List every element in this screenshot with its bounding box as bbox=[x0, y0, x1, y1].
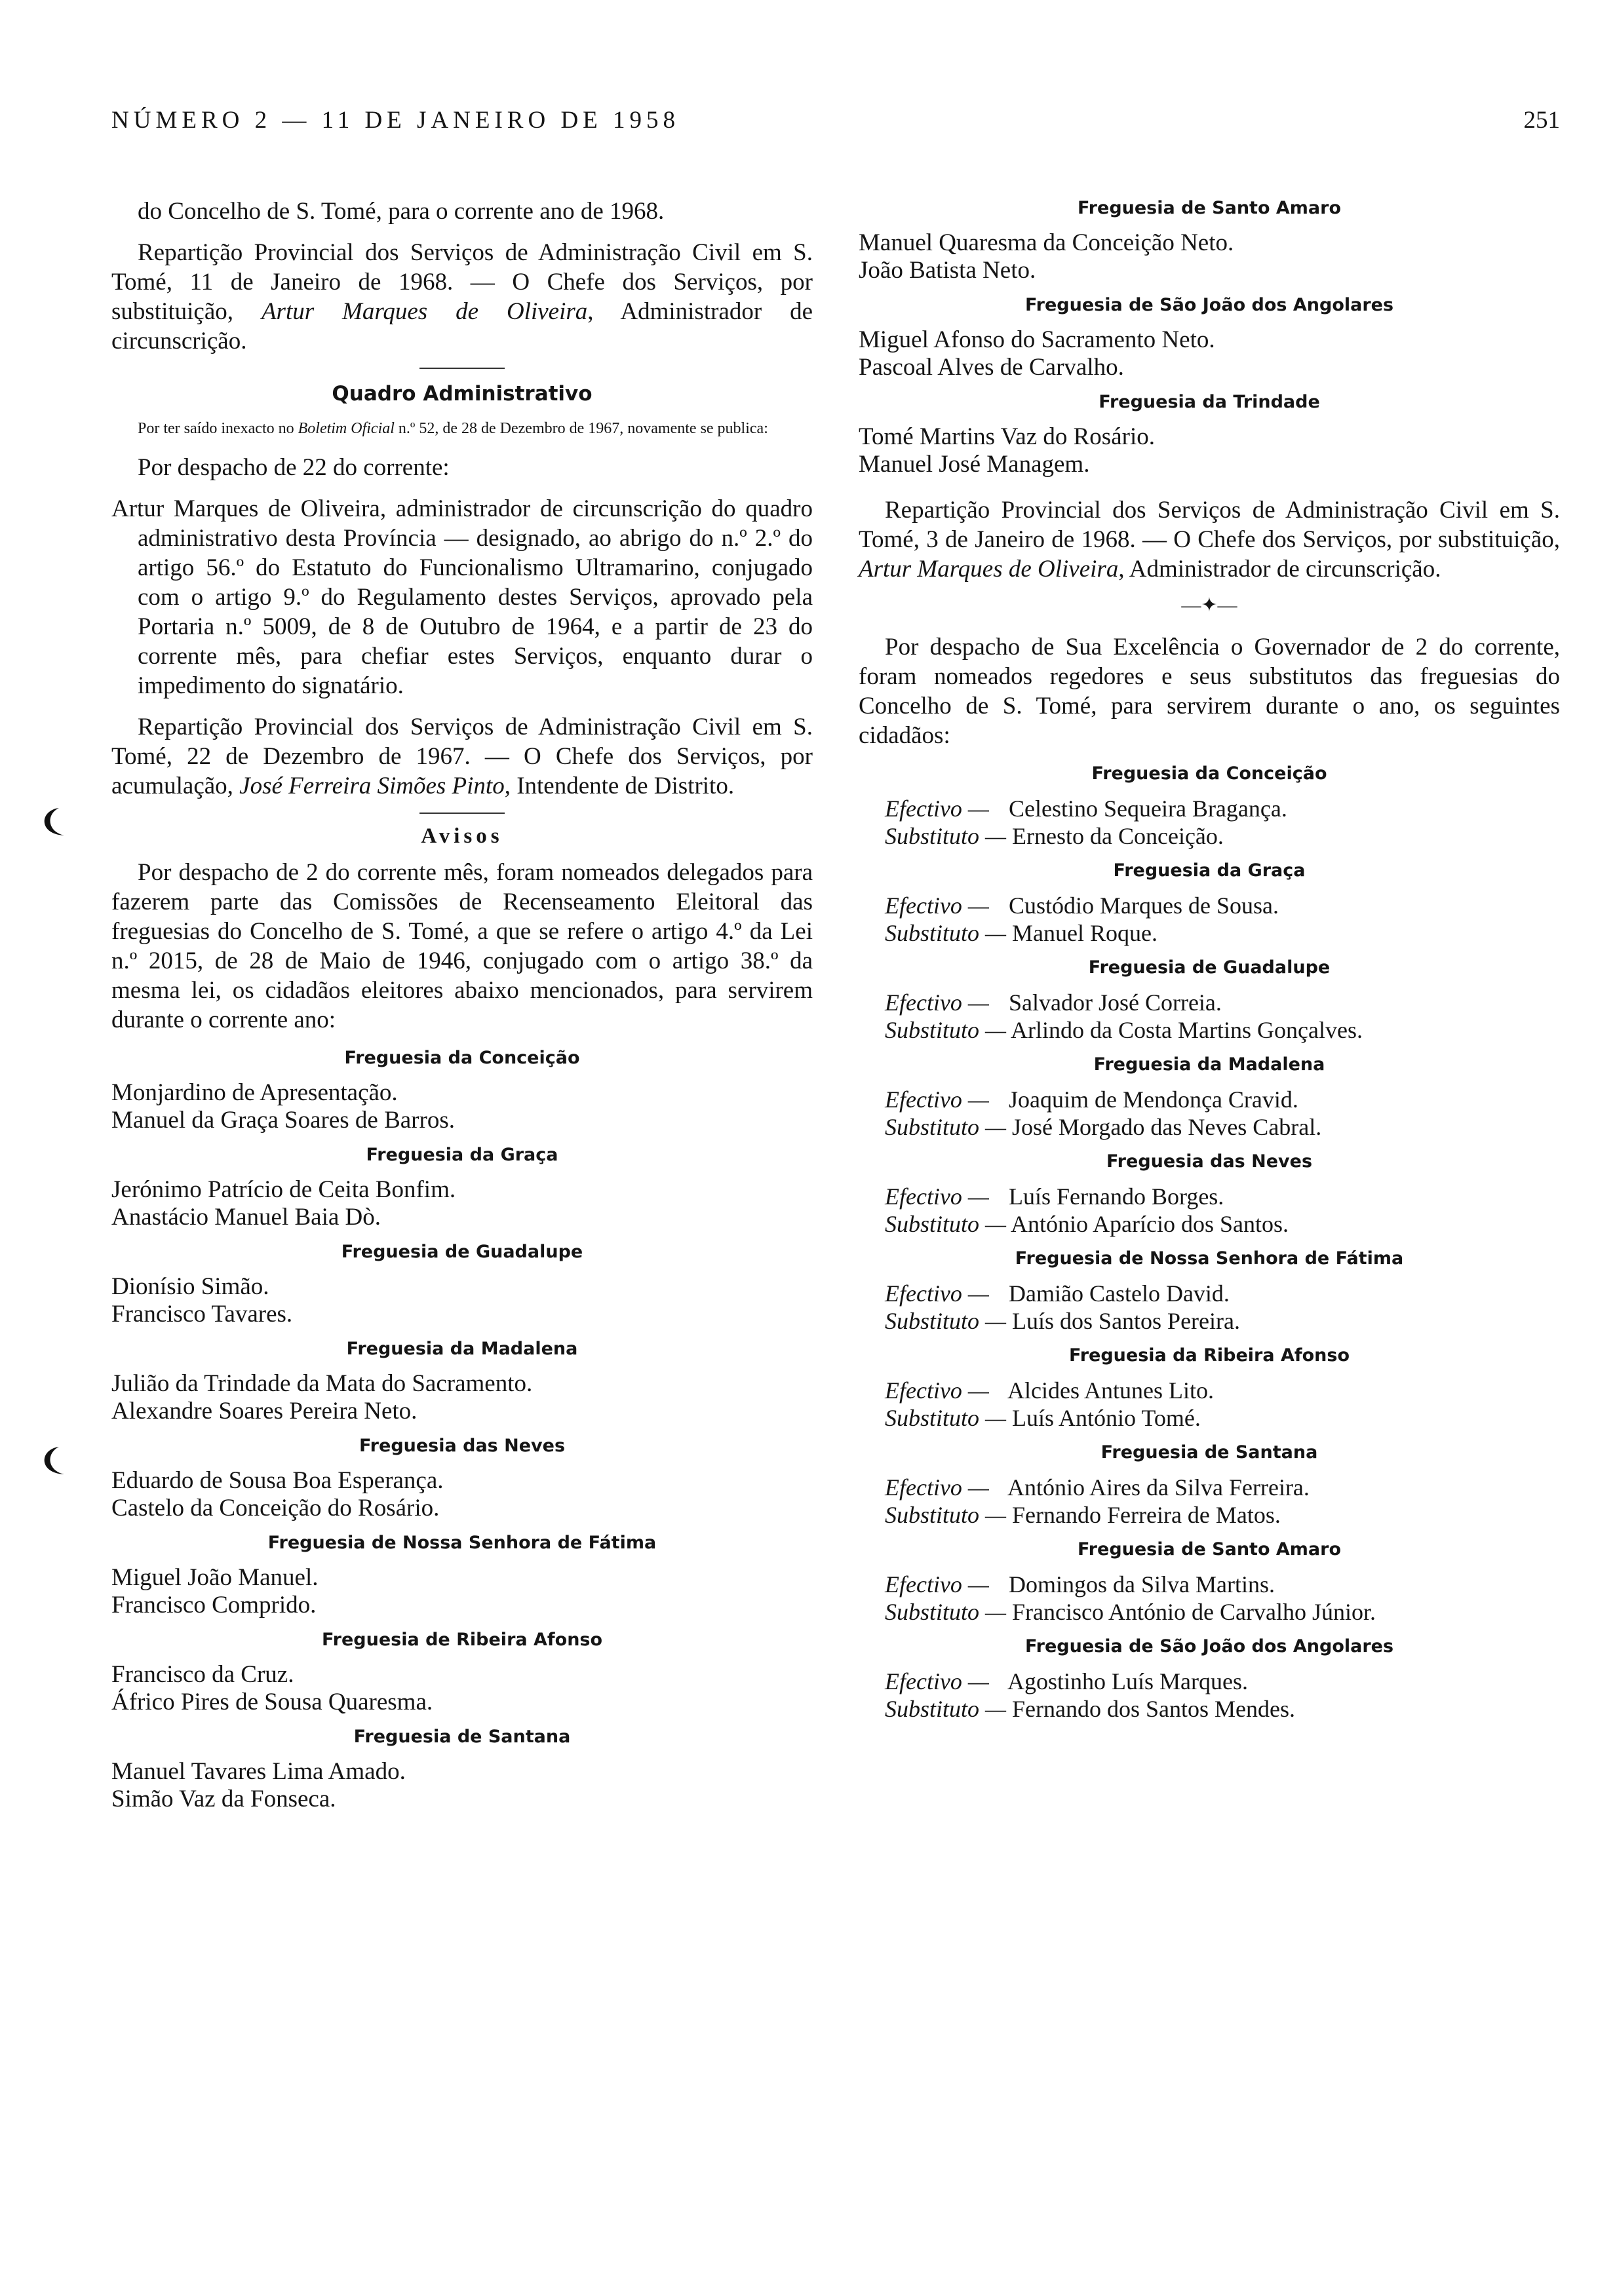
role-list bbox=[859, 1183, 1560, 1238]
name-list bbox=[111, 1564, 813, 1619]
name-list bbox=[859, 423, 1560, 478]
left-column bbox=[111, 197, 813, 1822]
list-item: Manuel Quaresma da Conceição Neto. bbox=[859, 229, 1234, 256]
group-title: Freguesia de São João dos Angolares bbox=[1024, 295, 1394, 315]
list-item: Julião da Trindade da Mata do Sacramento. bbox=[111, 1370, 533, 1397]
list-item: Substituto — Francisco António de Carvalho Júnior. bbox=[885, 1599, 1376, 1625]
list-item: Castelo da Conceição do Rosário. bbox=[111, 1495, 440, 1521]
role-list bbox=[859, 892, 1560, 947]
list-item: Alexandre Soares Pereira Neto. bbox=[111, 1398, 418, 1425]
divider bbox=[419, 368, 505, 369]
section-title: Quadro Administrativo bbox=[332, 382, 593, 406]
binder-mark-icon bbox=[33, 803, 72, 842]
list-item: Substituto — António Aparício dos Santos. bbox=[885, 1211, 1289, 1237]
paragraph: do Concelho de S. Tomé, para o corrente ano de 1968. bbox=[138, 198, 665, 225]
right-column bbox=[859, 197, 1560, 1732]
name-list bbox=[859, 229, 1560, 284]
list-item: Substituto — Fernando Ferreira de Matos. bbox=[885, 1502, 1281, 1528]
group-title: Freguesia de Ribeira Afonso bbox=[321, 1630, 603, 1650]
section-title: Avisos bbox=[421, 824, 503, 848]
list-item: Tomé Martins Vaz do Rosário. bbox=[859, 423, 1155, 450]
binder-mark-icon bbox=[33, 1442, 72, 1481]
role-list bbox=[859, 1571, 1560, 1626]
list-item: Miguel João Manuel. bbox=[111, 1564, 319, 1591]
list-item: Substituto — Luís dos Santos Pereira. bbox=[885, 1308, 1240, 1334]
list-item: Jerónimo Patrício de Ceita Bonfim. bbox=[111, 1176, 456, 1203]
list-item: Manuel Tavares Lima Amado. bbox=[111, 1758, 406, 1785]
name-list bbox=[111, 1079, 813, 1134]
group-title: Freguesia das Neves bbox=[359, 1436, 566, 1456]
name-list bbox=[111, 1273, 813, 1328]
list-item: Efectivo — Celestino Sequeira Bragança. bbox=[885, 795, 1287, 822]
list-item: Monjardino de Apresentação. bbox=[111, 1079, 398, 1106]
list-item: Substituto — Manuel Roque. bbox=[885, 920, 1158, 946]
signature-paragraph: Repartição Provincial dos Serviços de Administração Civil em S. Tomé, 11 de Janeiro de 1968. — O Chefe dos Serviços, por substituição, Artur Marques de Oliveira, Administrador de circunscrição. bbox=[111, 239, 813, 354]
group-title: Freguesia da Madalena bbox=[1093, 1054, 1325, 1075]
signature-paragraph: Repartição Provincial dos Serviços de Administração Civil em S. Tomé, 22 de Dezembro de 1967. — O Chefe dos Serviços, por acumulação, José Ferreira Simões Pinto, Intendente de Distrito. bbox=[111, 714, 813, 799]
role-list bbox=[859, 1280, 1560, 1335]
list-item: Dionísio Simão. bbox=[111, 1273, 269, 1300]
name-list bbox=[111, 1176, 813, 1231]
group-title: Freguesia de Santana bbox=[1100, 1442, 1318, 1463]
list-item: Substituto — José Morgado das Neves Cabral. bbox=[885, 1114, 1322, 1140]
list-item: Eduardo de Sousa Boa Esperança. bbox=[111, 1467, 444, 1494]
list-item: Efectivo — Luís Fernando Borges. bbox=[885, 1183, 1224, 1210]
list-item: Efectivo — António Aires da Silva Ferreira. bbox=[885, 1474, 1310, 1501]
role-list bbox=[859, 1668, 1560, 1723]
list-item: Efectivo — Custódio Marques de Sousa. bbox=[885, 892, 1279, 919]
list-item: Substituto — Fernando dos Santos Mendes. bbox=[885, 1696, 1295, 1722]
paragraph: Por despacho de Sua Excelência o Governador de 2 do corrente, foram nomeados regedores e seus substitutos das freguesias do Concelho de S. Tomé, para servirem durante o ano, os seguintes cidadãos: bbox=[859, 634, 1560, 749]
group-title: Freguesia de Nossa Senhora de Fátima bbox=[267, 1533, 657, 1553]
list-item: Substituto — Luís António Tomé. bbox=[885, 1405, 1201, 1431]
role-list bbox=[859, 1377, 1560, 1432]
group-title: Freguesia da Conceição bbox=[344, 1048, 580, 1068]
list-item: Áfrico Pires de Sousa Quaresma. bbox=[111, 1689, 433, 1715]
group-title: Freguesia da Graça bbox=[366, 1145, 558, 1165]
list-item: Substituto — Arlindo da Costa Martins Gonçalves. bbox=[885, 1017, 1363, 1043]
list-item: Efectivo — Joaquim de Mendonça Cravid. bbox=[885, 1086, 1298, 1113]
page-number: 251 bbox=[1523, 107, 1560, 134]
star-divider-icon: —✦— bbox=[1181, 594, 1237, 616]
list-item: Francisco Tavares. bbox=[111, 1301, 293, 1328]
group-title: Freguesia da Conceição bbox=[1091, 763, 1327, 784]
group-title: Freguesia da Graça bbox=[1113, 860, 1306, 881]
group-title: Freguesia da Trindade bbox=[1099, 392, 1320, 412]
list-item: Substituto — Ernesto da Conceição. bbox=[885, 823, 1224, 849]
list-item: Manuel da Graça Soares de Barros. bbox=[111, 1107, 455, 1134]
name-list bbox=[111, 1370, 813, 1425]
paragraph: Por despacho de 2 do corrente mês, foram nomeados delegados para fazerem parte das Comissões de Recenseamento Eleitoral das freguesias do Concelho de S. Tomé, a que se refere o artigo 4.º da Lei n.º 2015, de 28 de Maio de 1946, conjugado com o artigo 38.º da mesma lei, os cidadãos eleitores abaixo mencionados, para servirem durante o corrente ano: bbox=[111, 859, 813, 1033]
name-list bbox=[859, 326, 1560, 381]
list-item: Simão Vaz da Fonseca. bbox=[111, 1786, 336, 1812]
name-list bbox=[111, 1467, 813, 1522]
role-list bbox=[859, 989, 1560, 1044]
group-title: Freguesia da Madalena bbox=[346, 1339, 578, 1359]
list-item: Francisco da Cruz. bbox=[111, 1661, 294, 1688]
page-header bbox=[111, 106, 1560, 145]
role-list bbox=[859, 795, 1560, 850]
group-title: Freguesia de Guadalupe bbox=[1088, 957, 1331, 978]
list-item: Miguel Afonso do Sacramento Neto. bbox=[859, 326, 1215, 353]
group-title: Freguesia de Santo Amaro bbox=[1077, 198, 1342, 218]
group-title: Freguesia das Neves bbox=[1106, 1151, 1313, 1172]
issue-line: NÚMERO 2 — 11 DE JANEIRO DE 1958 bbox=[111, 107, 680, 134]
group-title: Freguesia de Santana bbox=[353, 1727, 571, 1747]
group-title: Freguesia de Guadalupe bbox=[341, 1242, 583, 1262]
note-paragraph: Por ter saído inexacto no Boletim Oficial n.º 52, de 28 de Dezembro de 1967, novamente se publica: bbox=[138, 420, 768, 437]
list-item: Efectivo — Domingos da Silva Martins. bbox=[885, 1571, 1275, 1598]
list-item: Pascoal Alves de Carvalho. bbox=[859, 354, 1124, 381]
list-item: Francisco Comprido. bbox=[111, 1592, 317, 1618]
list-item: Anastácio Manuel Baia Dò. bbox=[111, 1204, 381, 1231]
list-item: Efectivo — Damião Castelo David. bbox=[885, 1280, 1230, 1307]
name-list bbox=[111, 1661, 813, 1716]
group-title: Freguesia de Nossa Senhora de Fátima bbox=[1015, 1248, 1404, 1269]
paragraph: Por despacho de 22 do corrente: bbox=[138, 454, 450, 481]
list-item: Efectivo — Salvador José Correia. bbox=[885, 989, 1222, 1016]
group-title: Freguesia de Santo Amaro bbox=[1077, 1539, 1342, 1559]
role-list bbox=[859, 1474, 1560, 1529]
list-item: Efectivo — Alcides Antunes Lito. bbox=[885, 1377, 1214, 1404]
list-item: Manuel José Managem. bbox=[859, 451, 1090, 478]
signature-paragraph: Repartição Provincial dos Serviços de Administração Civil em S. Tomé, 3 de Janeiro de 1968. — O Chefe dos Serviços, por substituição, Artur Marques de Oliveira, Administrador de circunscrição. bbox=[859, 497, 1560, 583]
group-title: Freguesia de São João dos Angolares bbox=[1024, 1636, 1394, 1656]
list-item: Efectivo — Agostinho Luís Marques. bbox=[885, 1668, 1248, 1694]
name-list bbox=[111, 1758, 813, 1813]
list-item: João Batista Neto. bbox=[859, 257, 1036, 284]
role-list bbox=[859, 1086, 1560, 1141]
paragraph: Artur Marques de Oliveira, administrador de circunscrição do quadro administrativo desta Província — designado, ao abrigo do n.º 2.º do artigo 56.º do Estatuto do Funcionalismo Ultramarino, conjugado com o artigo 9.º do Regulamento destes Serviços, aprovado pela Portaria n.º 5009, de 8 de Outubro de 1964, e a partir de 23 do corrente mês, para chefiar estes Serviços, enquanto durar o impedimento do signatário. bbox=[111, 495, 813, 699]
divider bbox=[419, 813, 505, 814]
group-title: Freguesia da Ribeira Afonso bbox=[1068, 1345, 1350, 1366]
